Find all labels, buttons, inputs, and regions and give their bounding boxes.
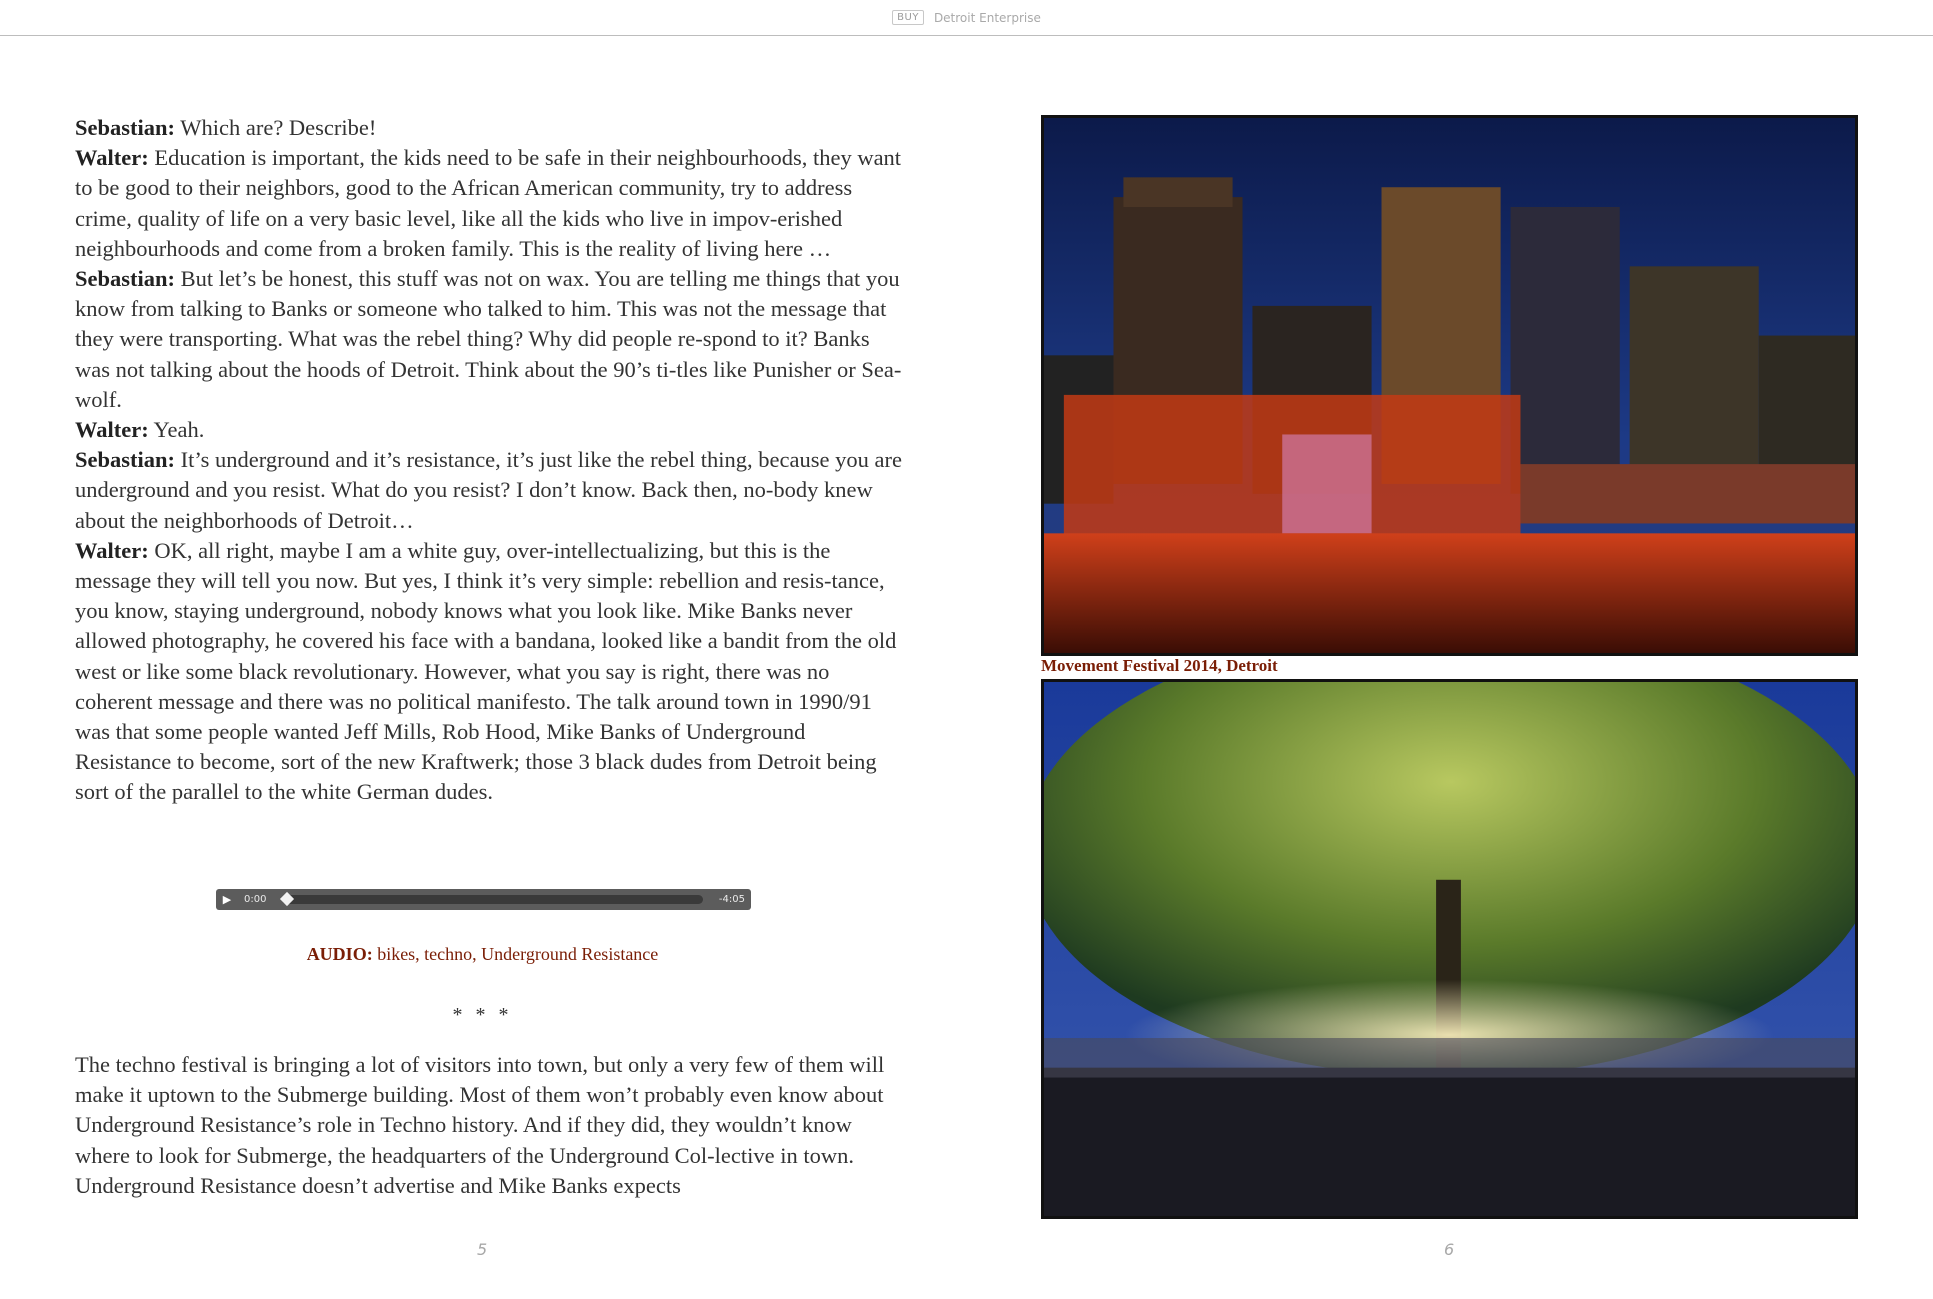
festival-crowd-photo: [1041, 679, 1858, 1219]
remaining-time: -4:05: [718, 894, 745, 905]
play-icon[interactable]: ▶: [222, 893, 232, 906]
dialogue-text: Education is important, the kids need to be safe in their neighbourhoods, they want to be good to their neighbors, good to the African American community, try to address crime, quality of life on a very basic level, like all the kids who live in impov-erished neighbourhoods and come from a broken family. This is the reality of living here …: [75, 145, 902, 261]
page-number-right: 6: [1444, 1240, 1455, 1259]
dialogue-line: [75, 264, 905, 415]
photo-caption: Movement Festival 2014, Detroit: [1041, 656, 1278, 675]
dialogue-line: [75, 113, 905, 143]
section-separator: * * *: [452, 1004, 513, 1026]
dialogue-line: [75, 445, 905, 536]
buy-button[interactable]: BUY: [892, 10, 924, 25]
audio-player[interactable]: [216, 889, 751, 910]
audio-caption-text: bikes, techno, Underground Resistance: [372, 944, 659, 964]
current-time: 0:00: [244, 894, 267, 905]
speaker-name: Sebastian:: [75, 115, 176, 140]
speaker-name: Walter:: [75, 145, 149, 171]
dialogue-text: OK, all right, maybe I am a white guy, over-intellectualizing, but this is the message they will tell you now. But yes, I think it’s very simple: rebellion and resis-tance, you know, staying underground, nobody knows what you look like. Mike Banks never allowed photography, he covered his face with a bandana, looked like a bandit from the old west or like some black revolutionary. However, what you say is right, there was no coherent message and there was no political manifesto. The talk around town in 1990/91 was that some people wanted Jeff Mills, Rob Hood, Mike Banks of Underground Resistance to become, sort of the new Kraftwerk; those 3 black dudes from Detroit being sort of the parallel to the white German dudes.: [75, 537, 897, 805]
dialogue-line: [75, 415, 905, 445]
dialogue-text: But let’s be honest, this stuff was not on wax. You are telling me things that you know from talking to Banks or someone who talked to him. This was not the message that they were transporting. What was the rebel thing? Why did people re-spond to it? Banks was not talking about the hoods of Detroit. Think about the 90’s ti-tles like Punisher or Sea-wolf.: [75, 266, 902, 412]
audio-caption-label: AUDIO:: [306, 944, 373, 964]
dialogue-text: It’s underground and it’s resistance, it’s just like the rebel thing, because you are underground and you resist. What do you resist? I don’t know. Back then, no-body knew about the neighborhoods of Detroit…: [75, 447, 902, 533]
speaker-name: Sebastian:: [75, 447, 176, 473]
body-paragraph: The techno festival is bringing a lot of visitors into town, but only a very few of them will make it uptown to the Submerge building. Most of them won’t probably even know about Underground Resistance’s role in Techno history. And if they did, they wouldn’t know where to look for Submerge, the headquarters of the Underground Col-lective in town. Underground Resistance doesn’t advertise and Mike Banks expects: [75, 1052, 885, 1198]
speaker-name: Sebastian:: [75, 266, 176, 292]
festival-crowd-image: [1044, 682, 1855, 1216]
dialogue-text: Which are? Describe!: [175, 115, 377, 140]
festival-stage-photo: [1041, 115, 1858, 656]
scrubber-handle[interactable]: [280, 892, 294, 906]
book-title: Detroit Enterprise: [933, 10, 1041, 25]
audio-caption: [75, 944, 890, 965]
top-bar: [0, 0, 1933, 36]
festival-stage-image: [1044, 118, 1855, 653]
dialogue-line: [75, 536, 905, 808]
left-page-text: [75, 113, 905, 808]
dialogue-line: [75, 143, 905, 264]
speaker-name: Walter:: [75, 417, 149, 443]
audio-scrubber[interactable]: [282, 895, 703, 904]
dialogue-text: Yeah.: [148, 417, 205, 443]
page-number-left: 5: [477, 1240, 488, 1259]
speaker-name: Walter:: [75, 537, 149, 563]
